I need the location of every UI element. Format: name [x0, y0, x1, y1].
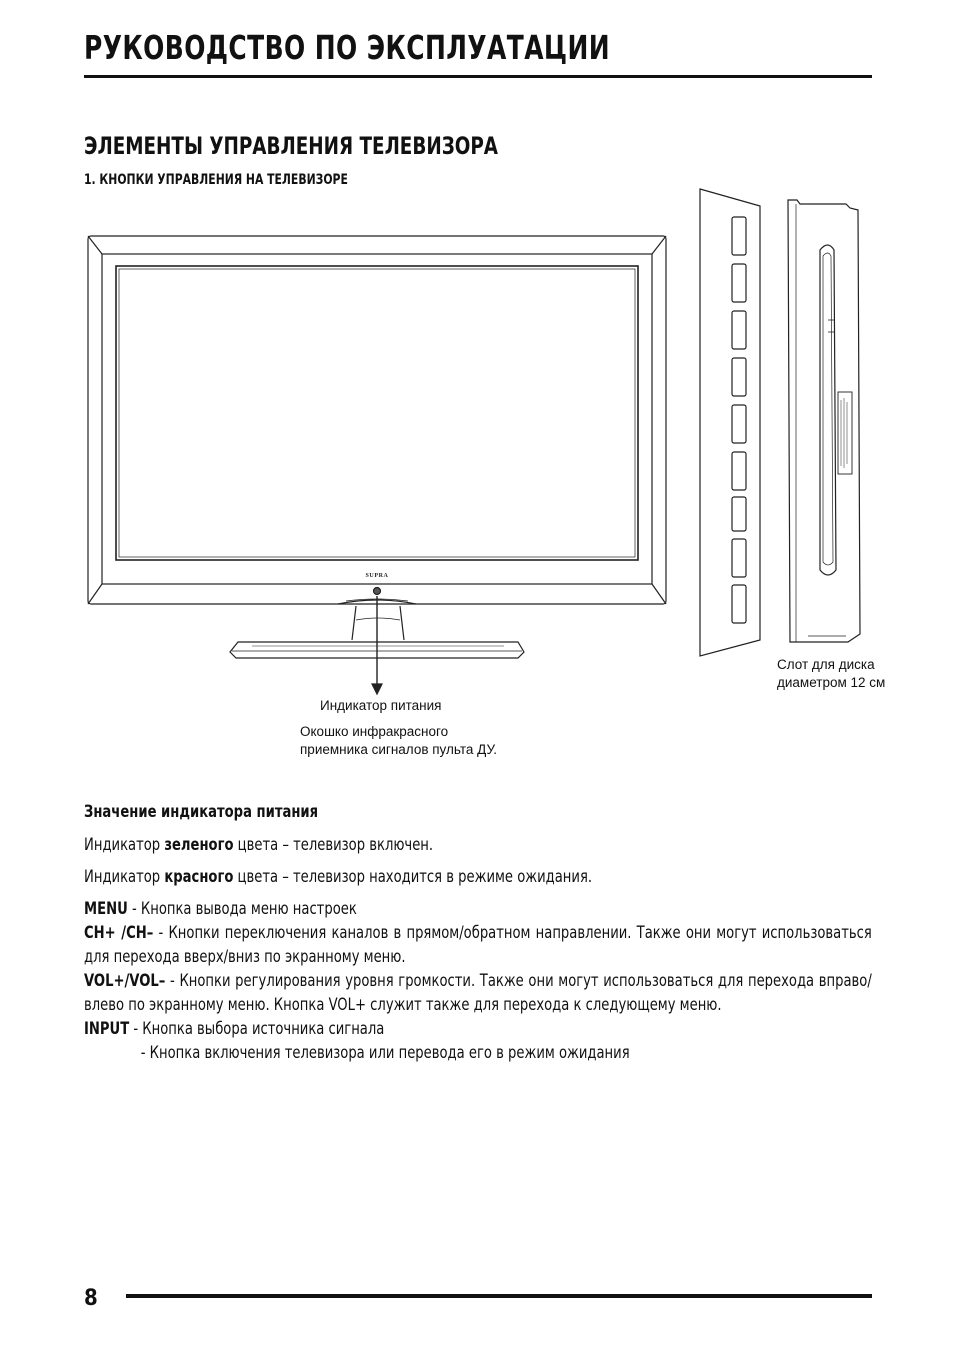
- callout-power-indicator: Индикатор питания: [320, 698, 442, 713]
- indicator-red-suffix: цвета – телевизор находится в режиме ожидания.: [233, 867, 593, 887]
- menu-key-desc: - Кнопка вывода меню настроек: [127, 899, 357, 919]
- input-key-line: [84, 1017, 872, 1041]
- indicator-red-line: [84, 865, 872, 889]
- callout-disc-slot-line1: Слот для диска: [777, 657, 875, 672]
- section-subtitle: 1. КНОПКИ УПРАВЛЕНИЯ НА ТЕЛЕВИЗОРЕ: [84, 172, 348, 188]
- manual-title: РУКОВОДСТВО ПО ЭКСПЛУАТАЦИИ: [84, 28, 611, 67]
- indicator-red-word: красного: [164, 867, 234, 887]
- vol-key-label: VOL+/VOL–: [84, 971, 166, 991]
- menu-key-label: MENU: [84, 899, 128, 919]
- input-key-desc: - Кнопка выбора источника сигнала: [129, 1019, 385, 1039]
- vol-key-desc: - Кнопки регулирования уровня громкости. Также они могут использоваться для перехода вправо/влево по экранному меню. Кнопка VOL+ служит также для перехода к следующему меню.: [84, 971, 872, 1015]
- ch-key-line: [84, 921, 872, 969]
- indicator-green-line: [84, 833, 872, 857]
- input-key-label: INPUT: [84, 1019, 130, 1039]
- ch-key-desc: - Кнопки переключения каналов в прямом/обратном направлении. Также они могут использоваться для перехода вверх/вниз по экранному меню.: [84, 923, 872, 967]
- power-key-line: - Кнопка включения телевизора или перевода его в режим ожидания: [140, 1043, 630, 1063]
- tv-side-buttons-panel: [700, 189, 760, 656]
- callout-ir-window-line2: приемника сигналов пульта ДУ.: [300, 742, 497, 757]
- indicator-heading: Значение индикатора питания: [84, 802, 319, 822]
- indicator-green-suffix: цвета – телевизор включен.: [233, 835, 434, 855]
- indicator-red-prefix: Индикатор: [84, 867, 165, 887]
- footer-rule: [126, 1294, 872, 1298]
- indicator-green-prefix: Индикатор: [84, 835, 165, 855]
- power-led-icon: [374, 588, 381, 595]
- page-number: 8: [84, 1286, 98, 1311]
- callout-disc-slot-line2: диаметром 12 см: [777, 675, 886, 690]
- section-title: ЭЛЕМЕНТЫ УПРАВЛЕНИЯ ТЕЛЕВИЗОРА: [84, 132, 498, 160]
- brand-logo: SUPRA: [365, 573, 389, 579]
- ch-key-label: CH+ /CH–: [84, 923, 154, 943]
- indicator-green-word: зеленого: [164, 835, 234, 855]
- arrow-down-icon: [372, 684, 382, 694]
- menu-key-line: [84, 897, 872, 921]
- controls-description: [84, 800, 872, 1065]
- callout-ir-window-line1: Окошко инфракрасного: [300, 724, 449, 739]
- vol-key-line: [84, 969, 872, 1017]
- tv-side-disc-slot-view: [788, 200, 860, 642]
